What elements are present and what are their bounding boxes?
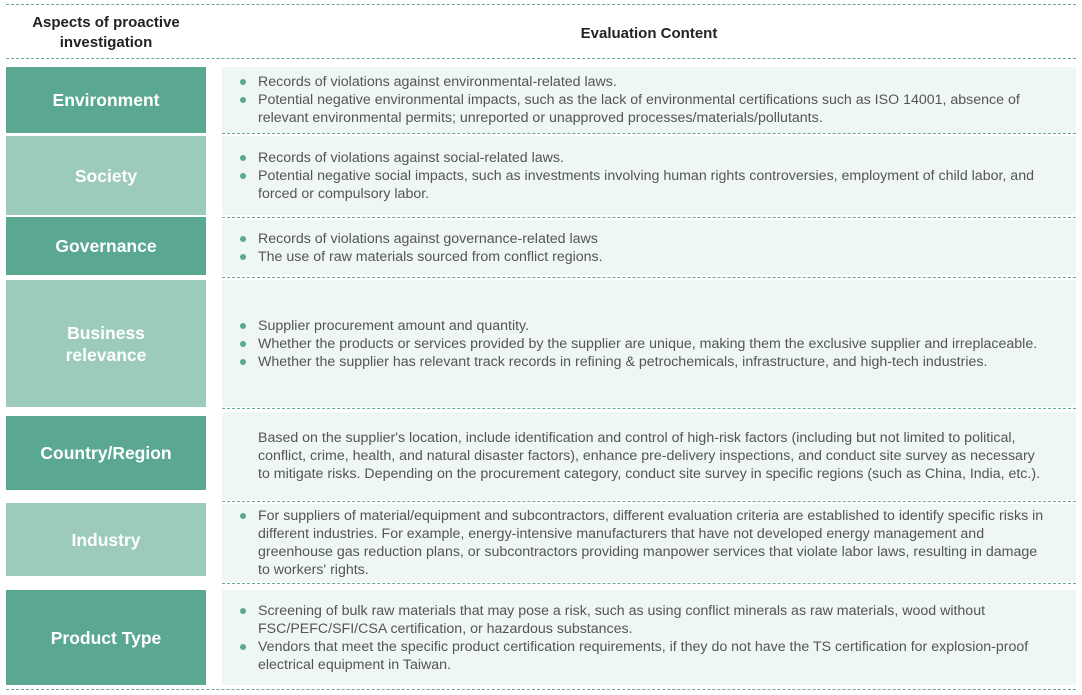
row-divider bbox=[222, 217, 1076, 218]
row-divider bbox=[222, 277, 1076, 278]
bullet-item: The use of raw materials sourced from conflict regions. bbox=[258, 248, 1046, 266]
bullet-item: Records of violations against governance-related laws bbox=[258, 230, 1046, 248]
bullet-item: Whether the supplier has relevant track records in refining & petrochemicals, infrastructure, and high-tech industries. bbox=[258, 353, 1046, 371]
row-divider bbox=[222, 583, 1076, 584]
bullet-item: Vendors that meet the specific product certification requirements, if they do not have the TS certification for explosion-proof electrical equipment in Taiwan. bbox=[258, 638, 1046, 674]
bullet-item: Records of violations against environmental-related laws. bbox=[258, 73, 1046, 91]
aspect-society: Society bbox=[6, 136, 206, 215]
header-divider bbox=[6, 58, 1076, 59]
content-society bbox=[222, 136, 1076, 215]
aspect-country-region: Country/Region bbox=[6, 416, 206, 490]
paragraph-text: Based on the supplier's location, include identification and control of high-risk factors (including but not limited to political, conflict, crime, health, and natural disaster factors), enhance pre-delivery inspections, and conduct site survey as necessary to mitigate risks. Depending on the procurement category, conduct site survey in specific regions (such as China, India, etc.). bbox=[258, 430, 1041, 482]
content-product-type bbox=[222, 590, 1076, 685]
aspect-product-type: Product Type bbox=[6, 590, 206, 685]
bullet-item: Whether the products or services provided by the supplier are unique, making them the exclusive supplier and irreplaceable. bbox=[258, 335, 1046, 353]
aspect-environment: Environment bbox=[6, 67, 206, 133]
bullet-item: Supplier procurement amount and quantity. bbox=[258, 317, 1046, 335]
content-governance bbox=[222, 220, 1076, 275]
row-divider bbox=[222, 501, 1076, 502]
bottom-divider bbox=[6, 689, 1076, 690]
aspect-governance: Governance bbox=[6, 217, 206, 275]
content-industry bbox=[222, 504, 1076, 582]
bullet-item: Potential negative social impacts, such as investments involving human rights controversies, employment of child labor, and forced or compulsory labor. bbox=[258, 167, 1046, 203]
aspect-column-header: Aspects of proactive investigation bbox=[32, 14, 180, 51]
content-business-relevance bbox=[222, 280, 1076, 407]
row-divider bbox=[222, 408, 1076, 409]
aspect-business-relevance: Business relevance bbox=[6, 280, 206, 407]
bullet-item: Potential negative environmental impacts, such as the lack of environmental certifications such as ISO 14001, absence of relevant environmental permits; unreported or unapproved processes/materials/pollutants. bbox=[258, 91, 1046, 127]
row-divider bbox=[222, 133, 1076, 134]
top-divider bbox=[6, 4, 1076, 5]
bullet-item: Screening of bulk raw materials that may pose a risk, such as using conflict minerals as raw materials, wood without FSC/PEFC/SFI/CSA certification, or hazardous substances. bbox=[258, 602, 1046, 638]
bullet-item: Records of violations against social-related laws. bbox=[258, 149, 1046, 167]
content-country-region bbox=[222, 412, 1076, 500]
aspect-industry: Industry bbox=[6, 503, 206, 576]
bullet-item: For suppliers of material/equipment and subcontractors, different evaluation criteria are established to identify specific risks in different industries. For example, energy-intensive manufacturers that have not developed energy management and greenhouse gas reduction plans, or subcontractors providing manpower services that violate labor laws, resulting in damage to workers' rights. bbox=[258, 507, 1046, 579]
content-environment bbox=[222, 67, 1076, 133]
content-column-header: Evaluation Content bbox=[580, 24, 718, 42]
